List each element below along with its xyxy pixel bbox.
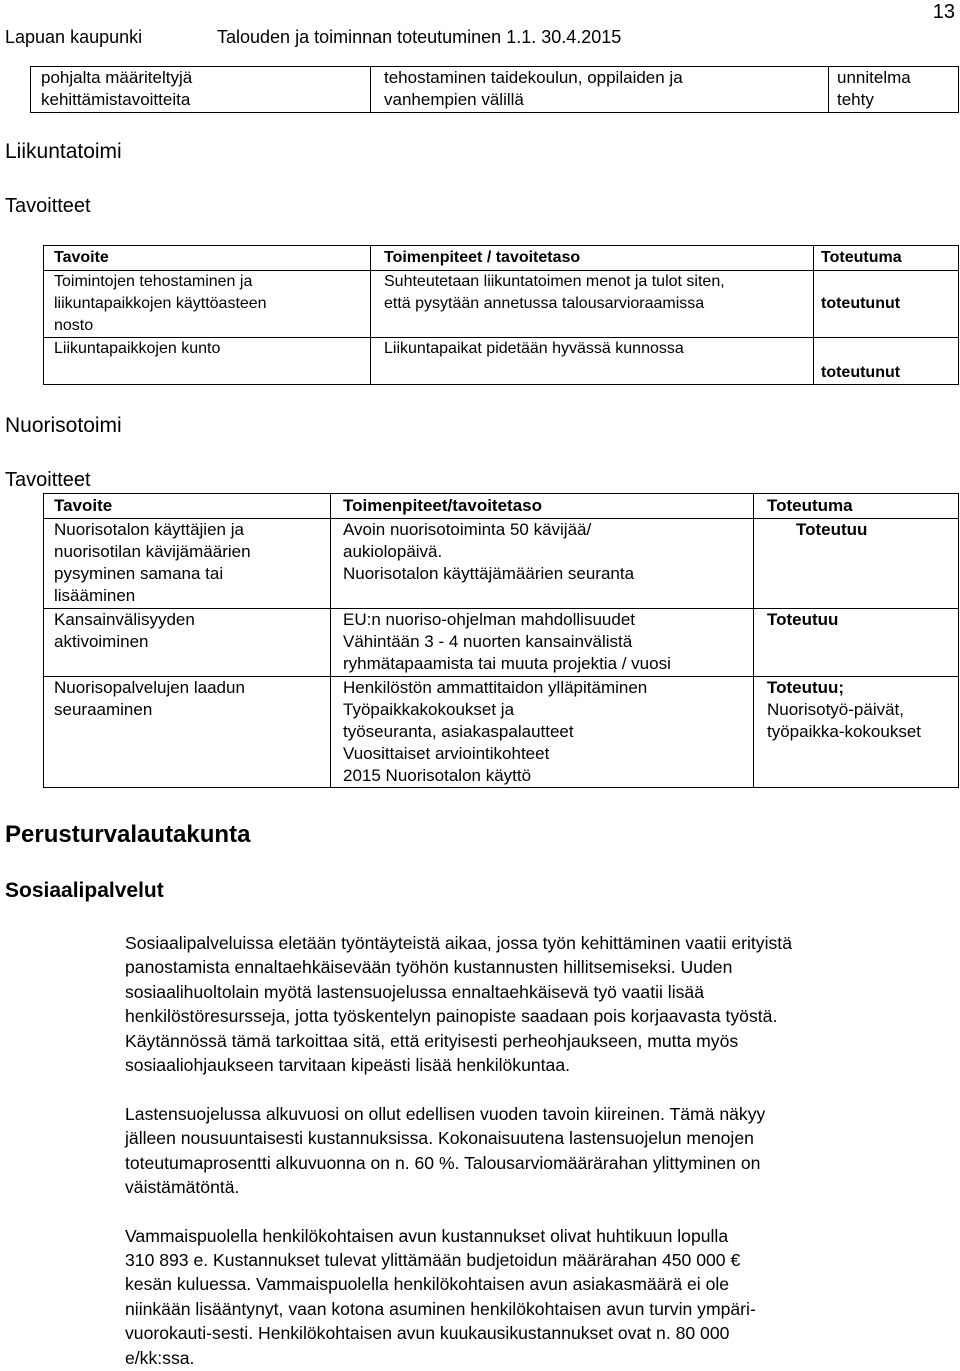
table-cell-actions <box>371 67 829 113</box>
cell-line: Nuorisotalon käyttäjien ja <box>54 520 244 539</box>
table-cell-goal <box>31 67 371 113</box>
column-header-tavoite: Tavoite <box>44 246 371 271</box>
column-header-tavoite: Tavoite <box>44 494 331 519</box>
table-row <box>44 338 959 385</box>
cell-line: työseuranta, asiakaspalautteet <box>343 722 574 741</box>
paragraph <box>125 1102 792 1200</box>
table-cell-goal <box>44 519 331 609</box>
cell-line: pysyminen samana tai <box>54 564 224 583</box>
table-cell-goal <box>44 609 331 677</box>
column-header-toteutuma: Toteutuma <box>814 246 959 271</box>
table-cell-actions <box>331 519 754 609</box>
paragraph <box>125 931 792 1077</box>
cell-line: liikuntapaikkojen käyttöasteen <box>54 295 267 312</box>
paragraph-line: väistämätöntä. <box>125 1176 240 1197</box>
cell-line: Liikuntapaikat pidetään hyvässä kunnossa <box>384 340 684 357</box>
cell-line: seuraaminen <box>54 700 153 719</box>
section-heading-liikuntatoimi: Liikuntatoimi <box>5 140 122 163</box>
cell-line: pohjalta määriteltyjä <box>41 68 193 87</box>
subheading-tavoitteet: Tavoitteet <box>5 469 91 491</box>
cell-line: ryhmätapaamista tai muuta projektia / vuosi <box>343 654 671 673</box>
cell-line: Nuorisopalvelujen laadun <box>54 678 245 697</box>
table-header-row <box>44 494 959 519</box>
paragraph-line: henkilöstöresursseja, jotta työskentelyn painopiste saadaan pois korjaavasta työstä. <box>125 1006 778 1027</box>
table-row <box>44 677 959 788</box>
subheading-sosiaalipalvelut: Sosiaalipalvelut <box>5 879 164 902</box>
paragraph-line: jälleen nousuuntaisesti kustannuksissa. Kokonaisuutena lastensuojelun menojen <box>125 1128 754 1149</box>
subheading-tavoitteet: Tavoitteet <box>5 195 91 217</box>
paragraph-line: vuorokauti-sesti. Henkilökohtaisen avun kuukausikustannukset ovat n. 80 000 <box>125 1323 730 1344</box>
cell-line: nuorisotilan kävijämäärien <box>54 542 251 561</box>
cell-line: kehittämistavoitteita <box>41 90 191 109</box>
table-row <box>44 271 959 338</box>
table-cell-goal <box>44 677 331 788</box>
cell-line: Toimintojen tehostaminen ja <box>54 273 253 290</box>
table-cell-goal <box>44 271 371 338</box>
paragraph-line: toteutumaprosentti alkuvuonna on n. 60 %. Talousarviomäärärahan ylittyminen on <box>125 1152 761 1173</box>
status-text: toteutunut <box>821 364 901 381</box>
paragraph-line: sosiaaliohjaukseen tarvitaan kipeästi lisää henkilökuntaa. <box>125 1054 571 1075</box>
page-number: 13 <box>932 1 955 23</box>
cell-line: lisääminen <box>54 586 136 605</box>
cell-line: tehty <box>837 90 874 109</box>
table-cell-status <box>814 338 959 385</box>
cell-line: Liikuntapaikkojen kunto <box>54 340 221 357</box>
cell-line: nosto <box>54 317 94 334</box>
paragraph-line: 310 893 e. Kustannukset tulevat ylittämään budjetoidun määrärahan 450 000 € <box>125 1250 741 1271</box>
header-report-title: Talouden ja toiminnan toteutuminen 1.1. 30.4.2015 <box>217 27 622 47</box>
paragraph-line: e/kk:ssa. <box>125 1347 195 1368</box>
cell-line: Kansainvälisyyden <box>54 610 195 629</box>
paragraph-line: Käytännössä tämä tarkoittaa sitä, että erityisesti perheohjaukseen, mutta myös <box>125 1030 739 1051</box>
section-heading-nuorisotoimi: Nuorisotoimi <box>5 414 122 437</box>
cell-line: että pysytään annetussa talousarvioraamissa <box>384 295 705 312</box>
status-text: Toteutuu <box>767 610 839 629</box>
cell-line: tehostaminen taidekoulun, oppilaiden ja <box>384 68 683 87</box>
table-cell-actions <box>331 609 754 677</box>
status-text: Toteutuu; <box>767 678 845 697</box>
paragraph-line: Sosiaalipalveluissa eletään työntäyteistä aikaa, jossa työn kehittäminen vaatii erityistä <box>125 933 792 953</box>
cell-line: Nuorisotyö-päivät, <box>767 700 905 719</box>
table-cell-status <box>754 609 959 677</box>
cell-line: Suhteutetaan liikuntatoimen menot ja tulot siten, <box>384 273 725 290</box>
table-cell-goal <box>44 338 371 385</box>
status-text: toteutunut <box>821 295 901 312</box>
paragraph-line: niinkään lisääntynyt, vaan kotona asuminen henkilökohtaisen avun turvin ympäri- <box>125 1298 756 1319</box>
continued-goals-table <box>30 66 959 113</box>
paragraph-line: panostamista ennaltaehkäisevään työhön kustannusten hillitsemiseksi. Uuden <box>125 957 733 978</box>
cell-line: aukiolopäivä. <box>343 542 443 561</box>
table-row <box>44 609 959 677</box>
table-cell-actions <box>371 338 814 385</box>
column-header-toimenpiteet: Toimenpiteet/tavoitetaso <box>331 494 754 519</box>
nuorisotoimi-goals-table <box>43 493 959 788</box>
cell-line: Avoin nuorisotoiminta 50 kävijää/ <box>343 520 592 539</box>
table-row <box>44 519 959 609</box>
cell-line: Nuorisotalon käyttäjämäärien seuranta <box>343 564 635 583</box>
cell-line: Vuosittaiset arviointikohteet <box>343 744 550 763</box>
cell-line: Henkilöstön ammattitaidon ylläpitäminen <box>343 678 648 697</box>
table-cell-status <box>814 271 959 338</box>
column-header-toimenpiteet: Toimenpiteet / tavoitetaso <box>371 246 814 271</box>
cell-line: työpaikka-kokoukset <box>767 722 922 741</box>
table-row <box>31 67 959 113</box>
table-cell-status <box>754 519 959 609</box>
table-cell-status <box>829 67 959 113</box>
section-heading-perusturvalautakunta: Perusturvalautakunta <box>5 821 251 848</box>
cell-line: aktivoiminen <box>54 632 149 651</box>
paragraph <box>125 1224 792 1370</box>
paragraph-line: kesän kuluessa. Vammaispuolella henkilökohtaisen avun asiakasmäärä ei ole <box>125 1274 730 1295</box>
table-cell-actions <box>331 677 754 788</box>
cell-line: 2015 Nuorisotalon käyttö <box>343 766 532 785</box>
column-header-toteutuma: Toteutuma <box>754 494 959 519</box>
status-text: Toteutuu <box>796 520 868 539</box>
cell-line: vanhempien välillä <box>384 90 524 109</box>
cell-line: unnitelma <box>837 68 911 87</box>
cell-line: Vähintään 3 - 4 nuorten kansainvälistä <box>343 632 633 651</box>
cell-line: Työpaikkakokoukset ja <box>343 700 515 719</box>
cell-line: EU:n nuoriso-ohjelman mahdollisuudet <box>343 610 635 629</box>
table-cell-status <box>754 677 959 788</box>
liikuntatoimi-goals-table <box>43 245 959 385</box>
paragraph-line: Vammaispuolella henkilökohtaisen avun kustannukset olivat huhtikuun lopulla <box>125 1225 729 1246</box>
paragraph-line: Lastensuojelussa alkuvuosi on ollut edellisen vuoden tavoin kiireinen. Tämä näkyy <box>125 1103 766 1124</box>
header-organization: Lapuan kaupunki <box>5 27 143 47</box>
table-header-row <box>44 246 959 271</box>
sosiaalipalvelut-body-text <box>125 931 792 1370</box>
table-cell-actions <box>371 271 814 338</box>
paragraph-line: sosiaalihuoltolain myötä lastensuojelussa ennaltaehkäisevä työ vaatii lisää <box>125 981 704 1002</box>
